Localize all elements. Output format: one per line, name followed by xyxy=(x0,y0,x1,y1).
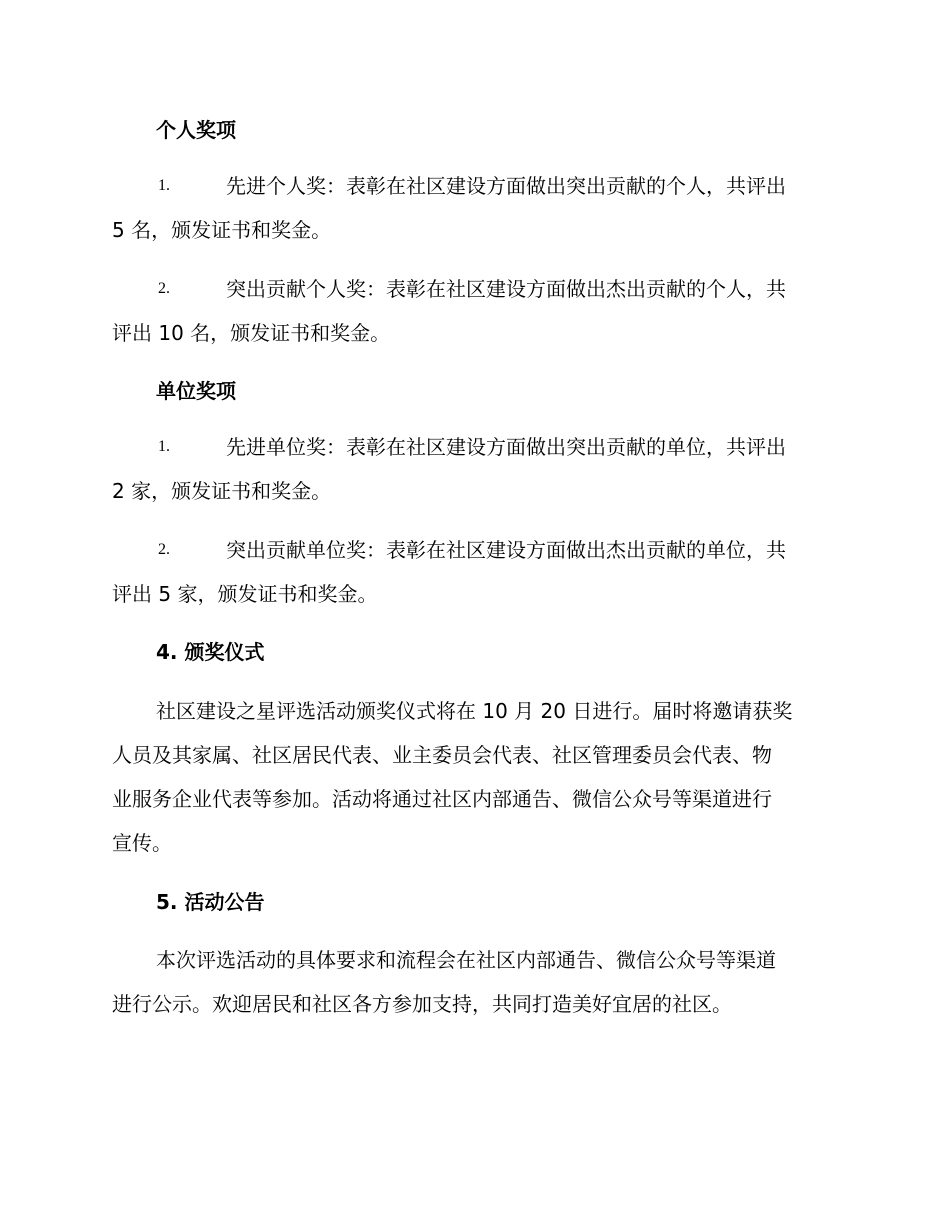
list-item-line xyxy=(112,528,834,572)
paragraph-line: 社区建设之星评选活动颁奖仪式将在 10 月 20 日进行。届时将邀请获奖 xyxy=(156,699,793,723)
heading-announcement: 5. 活动公告 xyxy=(156,890,265,914)
paragraph-line: 进行公示。欢迎居民和社区各方参加支持，共同打造美好宜居的社区。 xyxy=(112,992,732,1016)
list-item-continuation: 5 名，颁发证书和奖金。 xyxy=(112,218,332,242)
heading-unit-awards: 单位奖项 xyxy=(156,379,236,403)
list-item-continuation: 2 家，颁发证书和奖金。 xyxy=(112,479,332,503)
list-number: 2. xyxy=(158,541,170,558)
paragraph-line: 业服务企业代表等参加。活动将通过社区内部通告、微信公众号等渠道进行 xyxy=(112,787,772,811)
list-number: 1. xyxy=(158,438,170,455)
paragraph-line: 人员及其家属、社区居民代表、业主委员会代表、社区管理委员会代表、物 xyxy=(112,743,772,767)
list-item-line xyxy=(112,425,834,469)
list-item-text: 突出贡献个人奖：表彰在社区建设方面做出杰出贡献的个人，共 xyxy=(226,277,786,301)
heading-ceremony: 4. 颁奖仪式 xyxy=(156,640,265,664)
list-item-line xyxy=(112,164,834,208)
list-item-personal-2 xyxy=(112,267,834,355)
paragraph-line: 本次评选活动的具体要求和流程会在社区内部通告、微信公众号等渠道 xyxy=(156,948,776,972)
list-number: 2. xyxy=(158,280,170,297)
list-item-text: 突出贡献单位奖：表彰在社区建设方面做出杰出贡献的单位，共 xyxy=(226,538,786,562)
heading-personal-awards: 个人奖项 xyxy=(156,118,236,142)
list-item-text: 先进个人奖：表彰在社区建设方面做出突出贡献的个人，共评出 xyxy=(226,174,786,198)
list-item-continuation: 评出 10 名，颁发证书和奖金。 xyxy=(112,321,391,345)
paragraph-announcement xyxy=(112,938,834,1026)
list-item-text: 先进单位奖：表彰在社区建设方面做出突出贡献的单位，共评出 xyxy=(226,435,786,459)
paragraph-line: 宣传。 xyxy=(112,831,172,855)
list-item-line xyxy=(112,267,834,311)
paragraph-ceremony xyxy=(112,689,834,865)
list-item-continuation: 评出 5 家，颁发证书和奖金。 xyxy=(112,582,378,606)
list-number: 1. xyxy=(158,177,170,194)
list-item-unit-1 xyxy=(112,425,834,513)
list-item-personal-1 xyxy=(112,164,834,252)
list-item-unit-2 xyxy=(112,528,834,616)
